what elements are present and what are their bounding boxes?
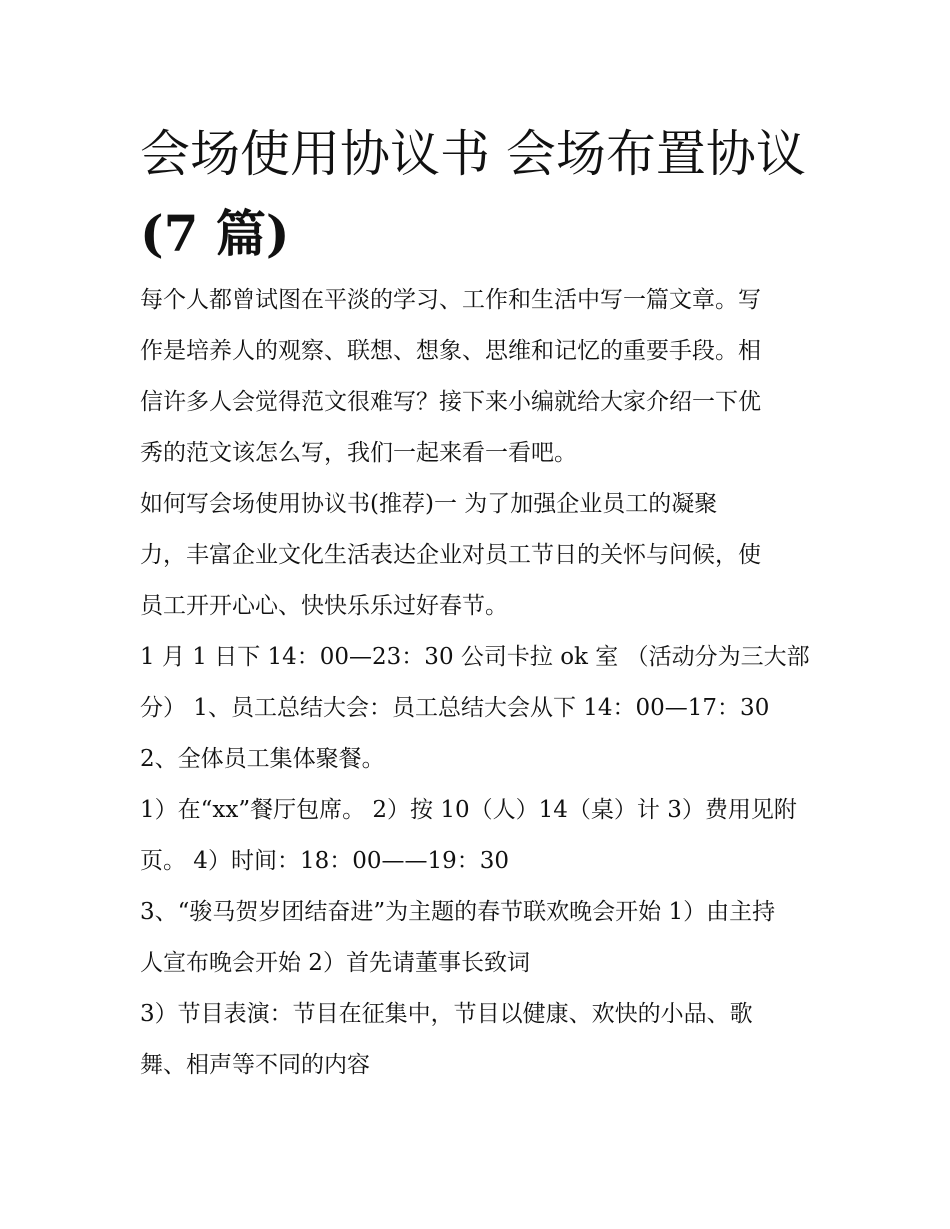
text-line: 员工开开心心、快快乐乐过好春节。 — [140, 593, 508, 619]
text-line: 页。 4）时间：18：00——19：30 — [140, 848, 510, 874]
title-line-2: (7 篇) — [140, 204, 290, 263]
document-title — [140, 114, 820, 274]
document-body — [140, 275, 820, 1091]
title-line-1: 会场使用协议书 会场布置协议 — [140, 125, 806, 183]
text-line: 每个人都曾试图在平淡的学习、工作和生活中写一篇文章。写 — [140, 287, 761, 313]
text-line: 作是培养人的观察、联想、想象、思维和记忆的重要手段。相 — [140, 338, 761, 364]
paragraph-dinner-details — [140, 785, 820, 887]
text-line: 2、全体员工集体聚餐。 — [140, 746, 385, 772]
paragraph-purpose — [140, 479, 820, 632]
text-line: 分） 1、员工总结大会：员工总结大会从下 14：00—17：30 — [140, 695, 770, 721]
paragraph-gala — [140, 887, 820, 989]
text-line: 1 月 1 日下 14：00—23：30 公司卡拉 ok 室 （活动分为三大部 — [140, 644, 810, 670]
text-line: 信许多人会觉得范文很难写？接下来小编就给大家介绍一下优 — [140, 389, 761, 415]
text-line: 人宣布晚会开始 2）首先请董事长致词 — [140, 950, 530, 976]
paragraph-intro — [140, 275, 820, 479]
text-line: 3）节目表演：节目在征集中，节目以健康、欢快的小品、歌 — [140, 1001, 753, 1027]
text-line: 力，丰富企业文化生活表达企业对员工节日的关怀与问候，使 — [140, 542, 761, 568]
paragraph-schedule — [140, 632, 820, 734]
text-line: 秀的范文该怎么写，我们一起来看一看吧。 — [140, 440, 577, 466]
text-line: 如何写会场使用协议书(推荐)一 为了加强企业员工的凝聚 — [140, 491, 718, 517]
text-line: 舞、相声等不同的内容 — [140, 1052, 370, 1078]
text-line: 3、“骏马贺岁团结奋进”为主题的春节联欢晚会开始 1）由主持 — [140, 899, 776, 925]
paragraph-dinner — [140, 734, 820, 785]
text-line: 1）在“xx”餐厅包席。 2）按 10（人）14（桌）计 3）费用见附 — [140, 797, 797, 823]
paragraph-performances — [140, 989, 820, 1091]
